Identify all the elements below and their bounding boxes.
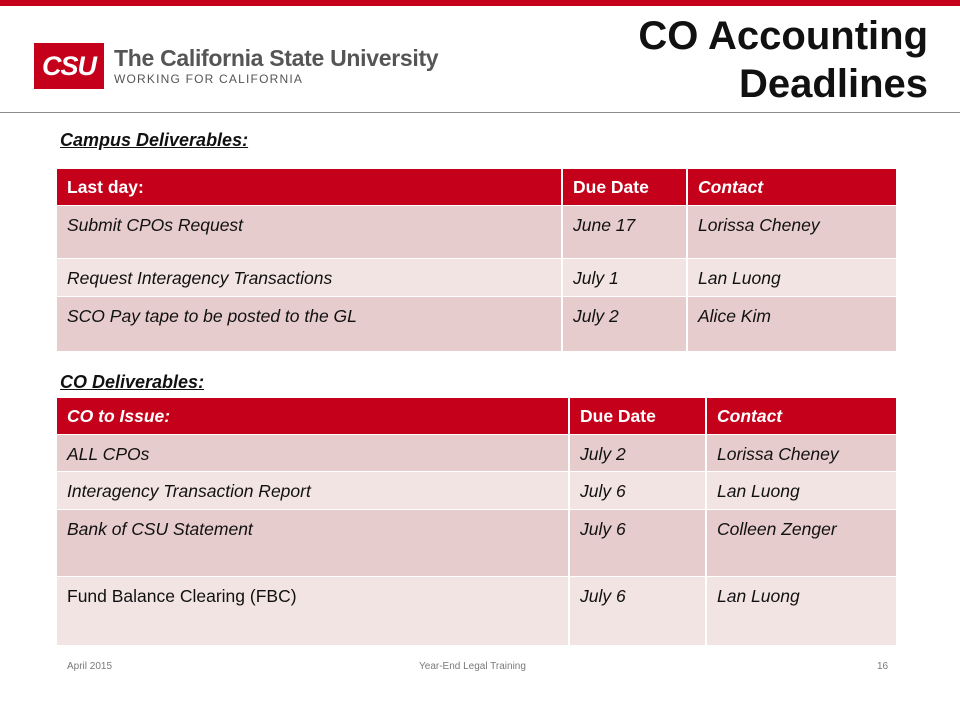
column-header-contact: Contact	[706, 398, 896, 435]
task-cell: Fund Balance Clearing (FBC)	[57, 577, 569, 645]
table-row	[57, 435, 896, 472]
top-accent-bar	[0, 0, 960, 6]
footer-presentation-name: Year-End Legal Training	[419, 661, 526, 672]
logo-tagline: WORKING FOR CALIFORNIA	[114, 72, 304, 86]
campus-deliverables-heading: Campus Deliverables:	[60, 130, 249, 150]
table-row	[57, 206, 896, 259]
column-header-contact: Contact	[687, 169, 896, 206]
footer-page-number: 16	[877, 661, 889, 672]
header-divider	[0, 112, 960, 113]
column-header-due-date: Due Date	[569, 398, 706, 435]
csu-logo-wordmark	[114, 45, 438, 87]
task-cell: Submit CPOs Request	[57, 206, 562, 259]
contact-cell: Lorissa Cheney	[687, 206, 896, 259]
due-date-cell: July 2	[569, 435, 706, 472]
contact-cell: Colleen Zenger	[706, 510, 896, 577]
logo-university-name: The California State University	[114, 45, 439, 71]
table-row	[57, 577, 896, 645]
column-header-task: Last day:	[57, 169, 562, 206]
due-date-cell: June 17	[562, 206, 687, 259]
task-cell: ALL CPOs	[57, 435, 569, 472]
slide-title-line-2: Deadlines	[739, 62, 928, 106]
contact-cell: Alice Kim	[687, 297, 896, 351]
due-date-cell: July 6	[569, 472, 706, 510]
due-date-cell: July 6	[569, 510, 706, 577]
table-row	[57, 297, 896, 351]
slide-title-line-1: CO Accounting	[638, 14, 928, 58]
contact-cell: Lan Luong	[706, 577, 896, 645]
co-deliverables-heading: CO Deliverables:	[60, 372, 205, 392]
csu-logo	[34, 42, 438, 90]
task-cell: Interagency Transaction Report	[57, 472, 569, 510]
table-header-row	[57, 169, 896, 206]
csu-logo-mark: CSU	[34, 43, 104, 89]
contact-cell: Lan Luong	[687, 259, 896, 297]
task-cell: SCO Pay tape to be posted to the GL	[57, 297, 562, 351]
contact-cell: Lan Luong	[706, 472, 896, 510]
due-date-cell: July 2	[562, 297, 687, 351]
due-date-cell: July 1	[562, 259, 687, 297]
due-date-cell: July 6	[569, 577, 706, 645]
contact-cell: Lorissa Cheney	[706, 435, 896, 472]
slide-title	[508, 12, 928, 108]
footer-date: April 2015	[67, 661, 113, 672]
column-header-task: CO to Issue:	[57, 398, 569, 435]
campus-deliverables-table	[57, 169, 896, 351]
table-row	[57, 510, 896, 577]
co-deliverables-table	[57, 398, 896, 645]
table-row	[57, 259, 896, 297]
column-header-due-date: Due Date	[562, 169, 687, 206]
task-cell: Bank of CSU Statement	[57, 510, 569, 577]
table-row	[57, 472, 896, 510]
task-cell: Request Interagency Transactions	[57, 259, 562, 297]
table-header-row	[57, 398, 896, 435]
